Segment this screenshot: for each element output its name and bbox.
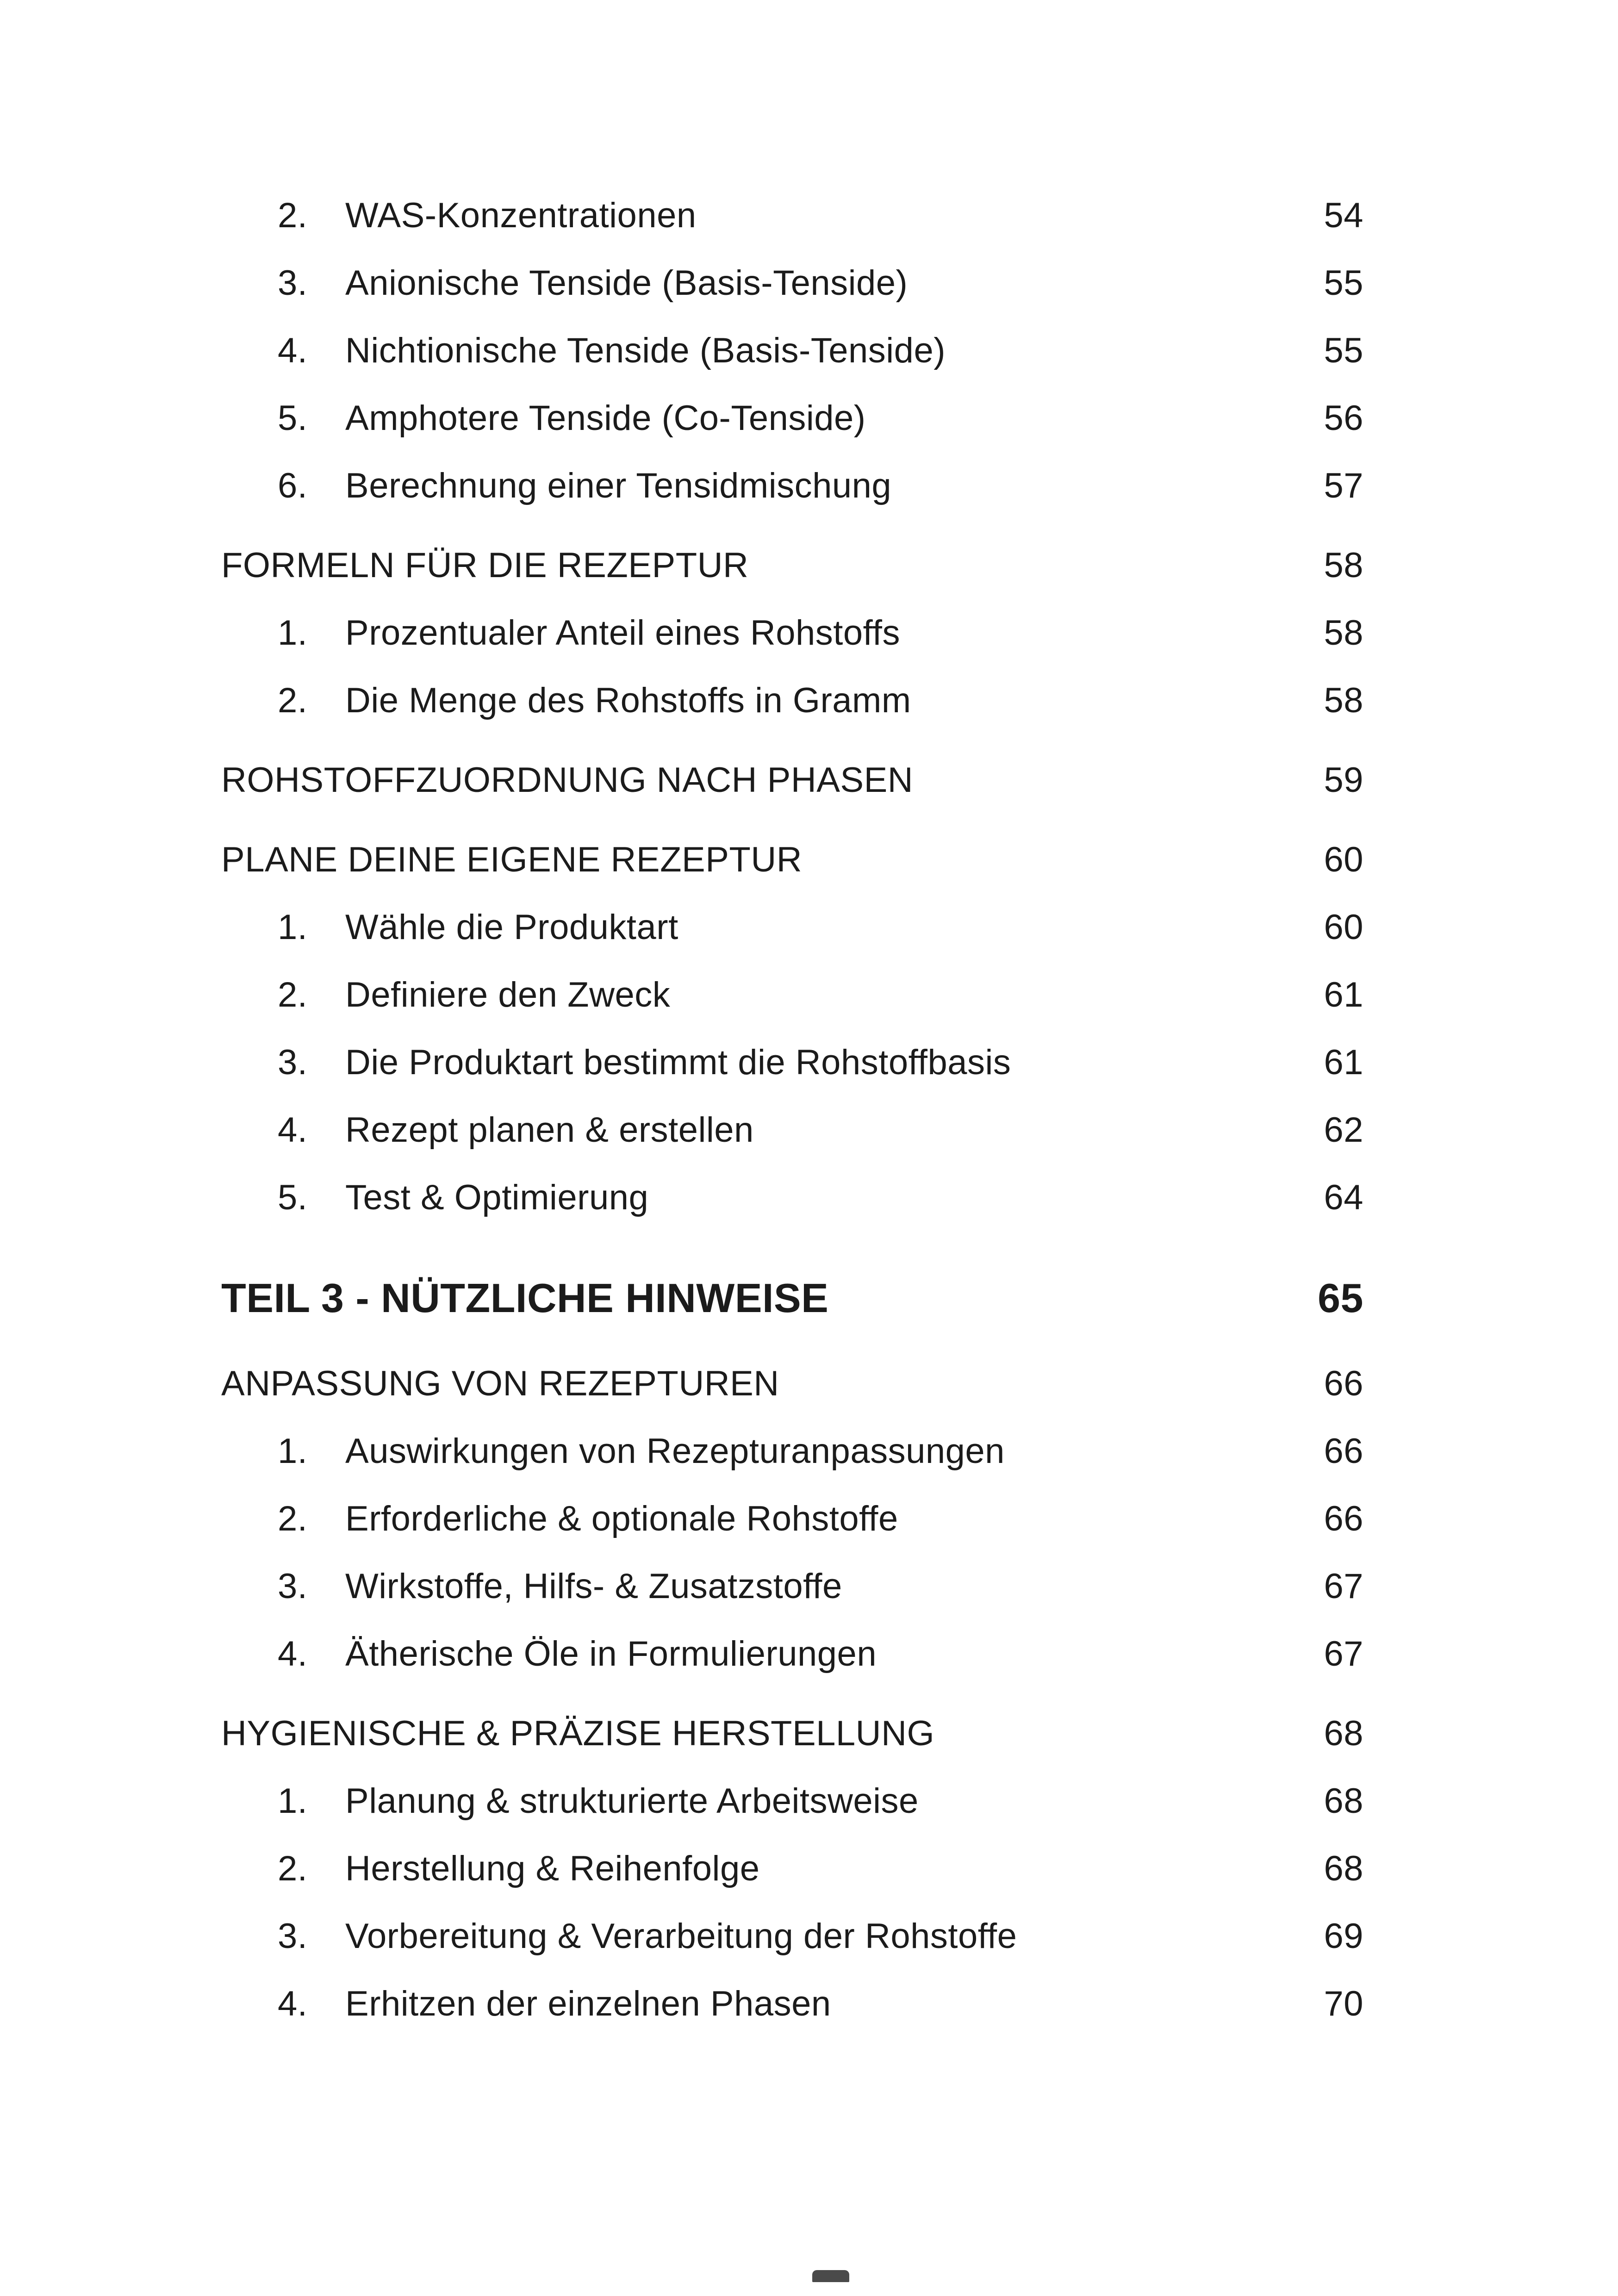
toc-entry-label: Die Produktart bestimmt die Rohstoffbasis [345,1043,1011,1082]
toc-entry-page: 58 [1324,613,1363,653]
toc-entry-number: 2. [278,1849,308,1888]
toc-section-heading [221,759,1363,802]
toc-entry-number: 3. [278,1567,308,1606]
toc-entry-label: Prozentualer Anteil eines Rohstoffs [345,613,901,653]
toc-entry-label: Erhitzen der einzelnen Phasen [345,1984,831,2023]
toc-entry-label: Test & Optimierung [345,1178,649,1217]
toc-entry [221,1848,1363,1890]
toc-entry [221,1109,1363,1151]
toc-entry [221,1041,1363,1084]
toc-entry [221,262,1363,305]
toc-entry-page: 59 [1324,760,1363,800]
toc-entry [221,1498,1363,1540]
toc-entry-number: 2. [278,975,308,1014]
toc-entry-label: PLANE DEINE EIGENE REZEPTUR [221,840,803,879]
toc-entry-label: Herstellung & Reihenfolge [345,1849,760,1888]
toc-entry-page: 68 [1324,1849,1363,1888]
toc-section-heading [221,1712,1363,1755]
toc-entry-label: ANPASSUNG VON REZEPTUREN [221,1364,779,1403]
toc-entry [221,465,1363,507]
toc-entry-number: 4. [278,1984,308,2023]
toc-entry-page: 55 [1324,263,1363,303]
toc-part-heading [221,1275,1363,1322]
toc-entry-page: 68 [1324,1714,1363,1753]
toc-entry [221,974,1363,1016]
toc-entry-number: 1. [278,1431,308,1471]
toc-entry-number: 4. [278,331,308,370]
toc-entry-number: 4. [278,1110,308,1150]
toc-entry-number: 3. [278,1043,308,1082]
toc-entry [221,1176,1363,1219]
toc-entry-number: 6. [278,466,308,505]
toc-entry-page: 60 [1324,840,1363,879]
toc-entry-number: 5. [278,398,308,438]
toc-entry-page: 64 [1324,1178,1363,1217]
toc-entry-page: 66 [1324,1431,1363,1471]
toc-entry-page: 65 [1318,1275,1363,1321]
toc-entry-label: WAS-Konzentrationen [345,196,697,235]
toc-section-heading [221,839,1363,881]
toc-entry-number: 1. [278,1781,308,1821]
toc-entry-page: 60 [1324,908,1363,947]
toc-entry-number: 3. [278,1916,308,1956]
toc-entry-number: 1. [278,613,308,653]
toc-entry-label: Wähle die Produktart [345,908,678,947]
toc-entry-page: 67 [1324,1634,1363,1674]
toc-section-heading [221,1363,1363,1405]
toc-entry-label: Planung & strukturierte Arbeitsweise [345,1781,919,1821]
toc-entry [221,1565,1363,1608]
toc-entry-label: Amphotere Tenside (Co-Tenside) [345,398,866,438]
toc-entry-number: 1. [278,908,308,947]
toc-entry-number: 2. [278,196,308,235]
toc-entry-label: Auswirkungen von Rezepturanpassungen [345,1431,1005,1471]
toc-entry-number: 4. [278,1634,308,1674]
toc-entry [221,679,1363,722]
toc-entry-page: 54 [1324,196,1363,235]
toc-entry-page: 61 [1324,1043,1363,1082]
toc-entry-number: 2. [278,681,308,720]
toc-entry-page: 58 [1324,546,1363,585]
toc-entry [221,1633,1363,1675]
toc-entry [221,397,1363,440]
toc-entry-label: Anionische Tenside (Basis-Tenside) [345,263,908,303]
toc-entry-label: FORMELN FÜR DIE REZEPTUR [221,546,749,585]
toc-entry-label: TEIL 3 - NÜTZLICHE HINWEISE [221,1275,829,1321]
toc-entry-page: 66 [1324,1499,1363,1538]
toc-entry-page: 57 [1324,466,1363,505]
toc-entry-page: 66 [1324,1364,1363,1403]
toc-entry-number: 5. [278,1178,308,1217]
toc-entry-label: Erforderliche & optionale Rohstoffe [345,1499,898,1538]
toc-entry [221,906,1363,949]
toc-entry-page: 55 [1324,331,1363,370]
toc-entry-page: 69 [1324,1916,1363,1956]
toc-list [221,194,1363,2050]
toc-entry-label: Vorbereitung & Verarbeitung der Rohstoffe [345,1916,1017,1956]
toc-entry-label: Rezept planen & erstellen [345,1110,754,1150]
toc-entry-number: 2. [278,1499,308,1538]
toc-entry [221,1983,1363,2025]
toc-section-heading [221,544,1363,587]
toc-entry-label: Berechnung einer Tensidmischung [345,466,892,505]
toc-entry-page: 61 [1324,975,1363,1014]
toc-entry-label: HYGIENISCHE & PRÄZISE HERSTELLUNG [221,1714,935,1753]
toc-entry-label: Definiere den Zweck [345,975,671,1014]
toc-entry-page: 70 [1324,1984,1363,2023]
toc-entry-page: 58 [1324,681,1363,720]
toc-entry-label: ROHSTOFFZUORDNUNG NACH PHASEN [221,760,914,800]
toc-entry [221,194,1363,237]
toc-entry [221,1780,1363,1823]
page-edge-artifact [812,2270,849,2282]
toc-entry-page: 56 [1324,398,1363,438]
toc-entry-label: Die Menge des Rohstoffs in Gramm [345,681,911,720]
toc-entry-page: 67 [1324,1567,1363,1606]
toc-entry [221,1915,1363,1958]
toc-entry-page: 68 [1324,1781,1363,1821]
toc-entry-label: Wirkstoffe, Hilfs- & Zusatzstoffe [345,1567,842,1606]
toc-entry-label: Nichtionische Tenside (Basis-Tenside) [345,331,946,370]
toc-entry [221,1430,1363,1473]
toc-entry-page: 62 [1324,1110,1363,1150]
toc-entry [221,612,1363,654]
toc-entry-number: 3. [278,263,308,303]
toc-entry-label: Ätherische Öle in Formulierungen [345,1634,877,1674]
toc-entry [221,330,1363,372]
